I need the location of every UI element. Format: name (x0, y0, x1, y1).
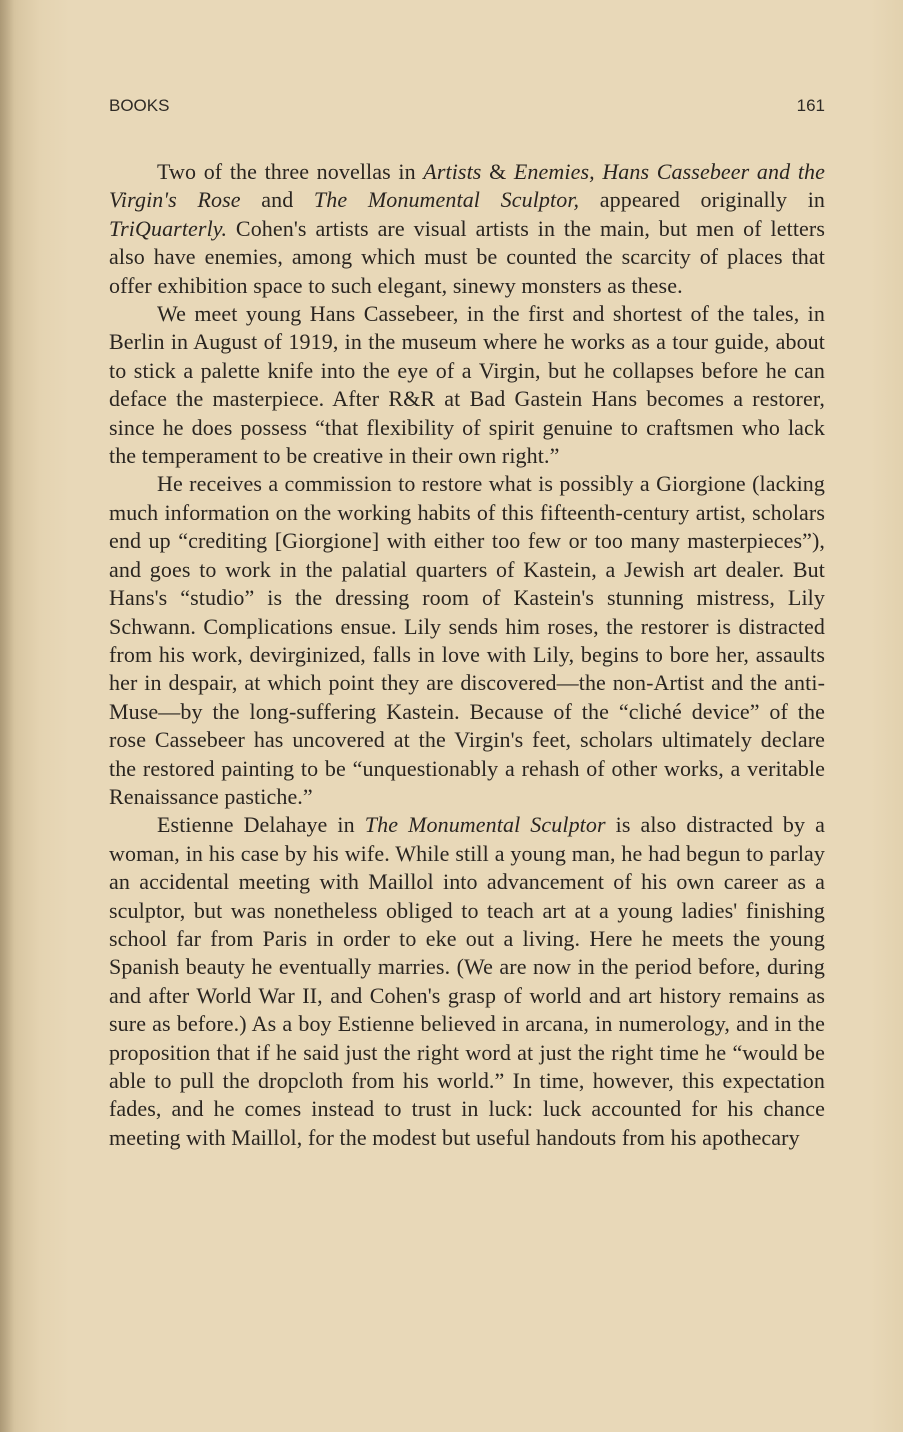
page-header (109, 96, 825, 120)
italic-text-segment: The Monumental Sculptor (364, 812, 606, 838)
paragraph (109, 158, 825, 300)
text-segment: Estienne Delahaye in (157, 812, 365, 838)
text-segment: He receives a commission to restore what is possibly a Giorgione (lacking much information on the working habits of this fifteenth-century artist, scholars end up “crediting [Giorgione] with either too few or too many masterpieces”), and goes to work in the palatial quarters of Kastein, a Jewish art dealer. But Hans's “studio” is the dressing room of Kastein's stunning mistress, Lily Schwann. Complications ensue. Lily sends him roses, the restorer is distracted from his work, devirginized, falls in love with Lily, begins to bore her, assaults her in despair, at which point they are discovered—the non-Artist and the anti-Muse—by the long-suffering Kastein. Because of the “cliché device” of the rose Cassebeer has uncovered at the Virgin's feet, scholars ultimately declare the restored painting to be “unquestionably a rehash of other works, a veritable Renaissance pastiche.” (109, 471, 825, 809)
running-head: BOOKS (109, 96, 170, 115)
paragraph (109, 470, 825, 811)
body-text (109, 158, 825, 1152)
paragraph (109, 300, 825, 470)
paragraph (109, 811, 825, 1152)
text-segment: & (481, 159, 514, 184)
text-segment: and (240, 187, 314, 213)
text-segment: Two of the three novellas in (157, 159, 424, 184)
page-number: 161 (796, 96, 825, 115)
italic-text-segment: The Monumental Sculptor, (313, 187, 580, 213)
text-segment: appeared originally in (579, 187, 826, 213)
text-segment: is also distracted by a woman, in his case by his wife. While still a young man, he had begun to parlay an accidental meeting with Maillol into advancement of his own career as a sculptor, but was nonetheless obliged to teach art at a young ladies' finishing school far from Paris in order to eke out a living. Here he meets the young Spanish beauty he eventually marries. (We are now in the period before, during and after World War II, and Cohen's grasp of world and art history remains as sure as before.) As a boy Estienne believed in arcana, in numerology, and in the proposition that if he said just the right word at just the right time he “would be able to pull the dropcloth from his world.” In time, however, this expectation fades, and he comes instead to trust in luck: luck accounted for his chance meeting with Maillol, for the modest but useful handouts from his apothecary (109, 812, 826, 1150)
spine-shadow (0, 0, 14, 1432)
text-segment: Cohen's artists are visual artists in the main, but men of letters also have enemies, among which must be counted the scarcity of places that offer exhibition space to such elegant, sinewy monsters as these. (109, 215, 825, 298)
italic-text-segment: TriQuarterly. (109, 215, 228, 241)
italic-text-segment: Artists (423, 159, 482, 184)
italic-text-segment: Enemies, Hans Cassebeer and the Virgin's Rose (109, 159, 825, 213)
text-segment: We meet young Hans Cassebeer, in the first and shortest of the tales, in Berlin in August of 1919, in the museum where he works as a tour guide, about to stick a palette knife into the eye of a Virgin, but he collapses before he can deface the masterpiece. After R&R at Bad Gastein Hans becomes a restorer, since he does possess “that flexibility of spirit genuine to craftsmen who lack the temperament to be creative in their own right.” (109, 301, 825, 469)
